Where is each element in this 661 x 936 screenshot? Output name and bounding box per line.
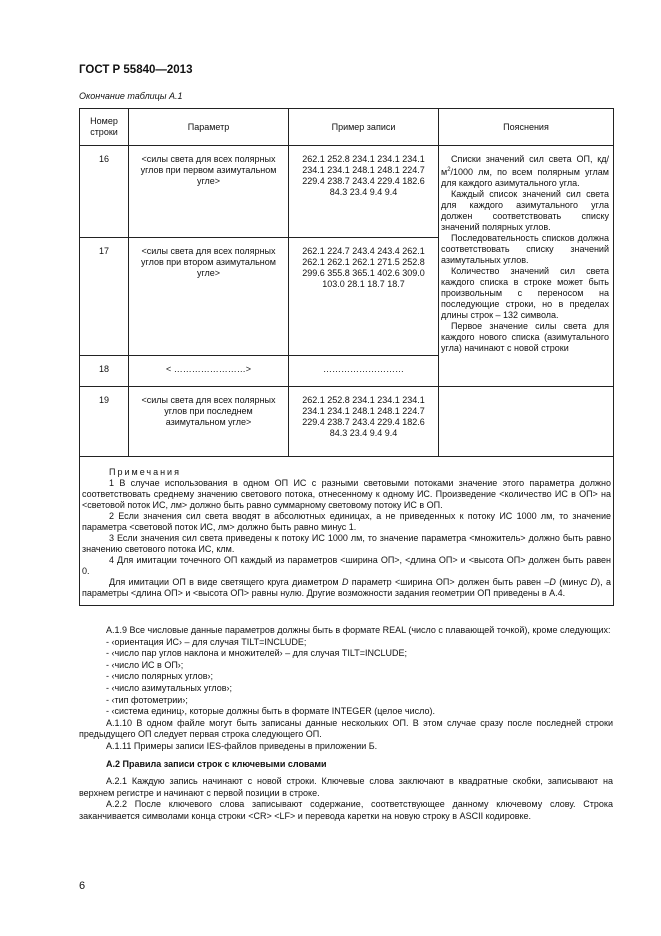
list-item: - ‹число ИС в ОП›; bbox=[106, 659, 184, 670]
header-explanation: Пояснения bbox=[439, 109, 614, 146]
table-header-row bbox=[80, 109, 614, 146]
section-heading-a2: А.2 Правила записи строк с ключевыми словами bbox=[106, 758, 327, 769]
explanation-paragraph: Последовательность списков должна соответствовать списку значений азимутальных углов. bbox=[441, 233, 609, 265]
paragraph-a111: А.1.11 Примеры записи IES-файлов приведены в приложении Б. bbox=[106, 740, 378, 751]
notes-cell bbox=[80, 457, 614, 606]
note-3: 3 Если значения сил света приведены к потоку ИС 1000 лм, то значение параметра <множитель> должно быть равно значению светового потока ИС, клм. bbox=[82, 533, 611, 554]
row-parameter: <силы света для всех полярных углов при первом азимутальном угле> bbox=[129, 146, 289, 238]
notes-title: Примечания bbox=[109, 467, 181, 477]
row-number: 19 bbox=[80, 387, 129, 457]
paragraph-a21: А.2.1 Каждую запись начинают с новой строки. Ключевые слова заключают в квадратные скобки, записывают на верхнем регистре и начинают с первой позиции в строке. bbox=[79, 776, 613, 798]
list-item: - ‹число полярных углов›; bbox=[106, 671, 214, 682]
list-item: - ‹число пар углов наклона и множителей› – для случая TILT=INCLUDE; bbox=[106, 648, 407, 659]
list-item: - ‹число азимутальных углов›; bbox=[106, 682, 233, 693]
explanation-paragraph: Каждый список значений сил света для каждого азимутального угла должен соответствовать списку значений полярных углов. bbox=[441, 189, 609, 232]
explanation-paragraph: Первое значение силы света для каждого нового списка (азимутального угла) начинают с новой строки bbox=[441, 321, 609, 353]
note-2: 2 Если значения сил света вводят в абсолютных единицах, а не приведенных к потоку ИС 1000 лм, то значение параметра <световой поток ИС, лм> должно быть равно минус 1. bbox=[82, 511, 611, 532]
row-parameter: <силы света для всех полярных углов при втором азимутальном угле> bbox=[129, 238, 289, 356]
paragraph-a22: А.2.2 После ключевого слова записывают содержание, соответствующее данному ключевому слову. Строка заканчивается символами конца строки <CR> <LF> и перевода каретки на новую строку в ASCII кодировке. bbox=[79, 799, 613, 821]
document-header: ГОСТ Р 55840—2013 bbox=[79, 64, 193, 76]
row-number: 17 bbox=[80, 238, 129, 356]
explanation-paragraph: Списки значений сил света ОП, $кд/м^2/1000$ лм, по всем полярным углам для каждого азимутального угла. bbox=[441, 154, 609, 188]
paragraph-a19: А.1.9 Все числовые данные параметров должны быть в формате REAL (число с плавающей точкой), кроме следующих: bbox=[106, 625, 611, 635]
page-number: 6 bbox=[79, 880, 86, 892]
row-example: 262.1 224.7 243.4 243.4 262.1 262.1 262.1 262.1 271.5 252.8 299.6 355.8 365.1 402.6 309.0 103.0 28.1 18.7 18.7 bbox=[289, 238, 439, 356]
row-example: 262.1 252.8 234.1 234.1 234.1 234.1 234.1 248.1 248.1 224.7 229.4 238.7 243.4 229.4 182.6 84.3 23.4 9.4 9.4 bbox=[289, 146, 439, 238]
list-item: - ‹тип фотометрии›; bbox=[106, 694, 188, 705]
list-item: - ‹система единиц›, которые должны быть в формате INTEGER (целое число). bbox=[106, 706, 435, 717]
explanation-paragraph: Количество значений сил света каждого списка в строке может быть произвольным с переносом на последующие строки, но в пределах длины строк – 132 символа. bbox=[441, 266, 609, 320]
note-1: 1 В случае использования в одном ОП ИС с разными световыми потоками значение этого параметра должно соответствовать среднему значению светового потока, отнесенному к одному ИС. Произведение <количество ИС в ОП> на <световой поток ИС, лм> должно быть равно суммарному световому потоку ИС в ОП. bbox=[82, 478, 611, 510]
table-row bbox=[80, 387, 614, 457]
table-caption: Окончание таблицы А.1 bbox=[79, 91, 183, 101]
row-parameter: <силы света для всех полярных углов при последнем азимутальном угле> bbox=[129, 387, 289, 457]
row-example: ……………………… bbox=[289, 356, 439, 387]
header-parameter: Параметр bbox=[129, 109, 289, 146]
empty-cell bbox=[439, 387, 614, 457]
notes-row bbox=[80, 457, 614, 606]
row-number: 16 bbox=[80, 146, 129, 238]
explanation-cell bbox=[439, 146, 614, 387]
paragraph-a110: А.1.10 В одном файле могут быть записаны данные нескольких ОП. В этом случае сразу после последней строки предыдущего ОП следует первая строка следующего ОП. bbox=[79, 717, 613, 740]
list-item: - ‹ориентация ИС› – для случая TILT=INCLUDE; bbox=[106, 636, 307, 647]
header-example: Пример записи bbox=[289, 109, 439, 146]
parameters-table bbox=[79, 108, 614, 606]
note-5: Для имитации ОП в виде светящего круга диаметром D параметр <ширина ОП> должен быть равен –D (минус D), а параметры <длина ОП> и <высота ОП> равны нулю. Другие возможности задания геометрии ОП приведены в А.4. bbox=[82, 577, 611, 598]
row-example: 262.1 252.8 234.1 234.1 234.1 234.1 234.1 248.1 248.1 224.7 229.4 238.7 243.4 229.4 182.6 84.3 23.4 9.4 9.4 bbox=[289, 387, 439, 457]
table-row bbox=[80, 146, 614, 238]
header-row-number: Номер строки bbox=[80, 109, 129, 146]
row-parameter: < ……………………> bbox=[129, 356, 289, 387]
row-number: 18 bbox=[80, 356, 129, 387]
note-4: 4 Для имитации точечного ОП каждый из параметров <ширина ОП>, <длина ОП> и <высота ОП> должен быть равен 0. bbox=[82, 555, 611, 576]
body-text bbox=[79, 625, 613, 823]
